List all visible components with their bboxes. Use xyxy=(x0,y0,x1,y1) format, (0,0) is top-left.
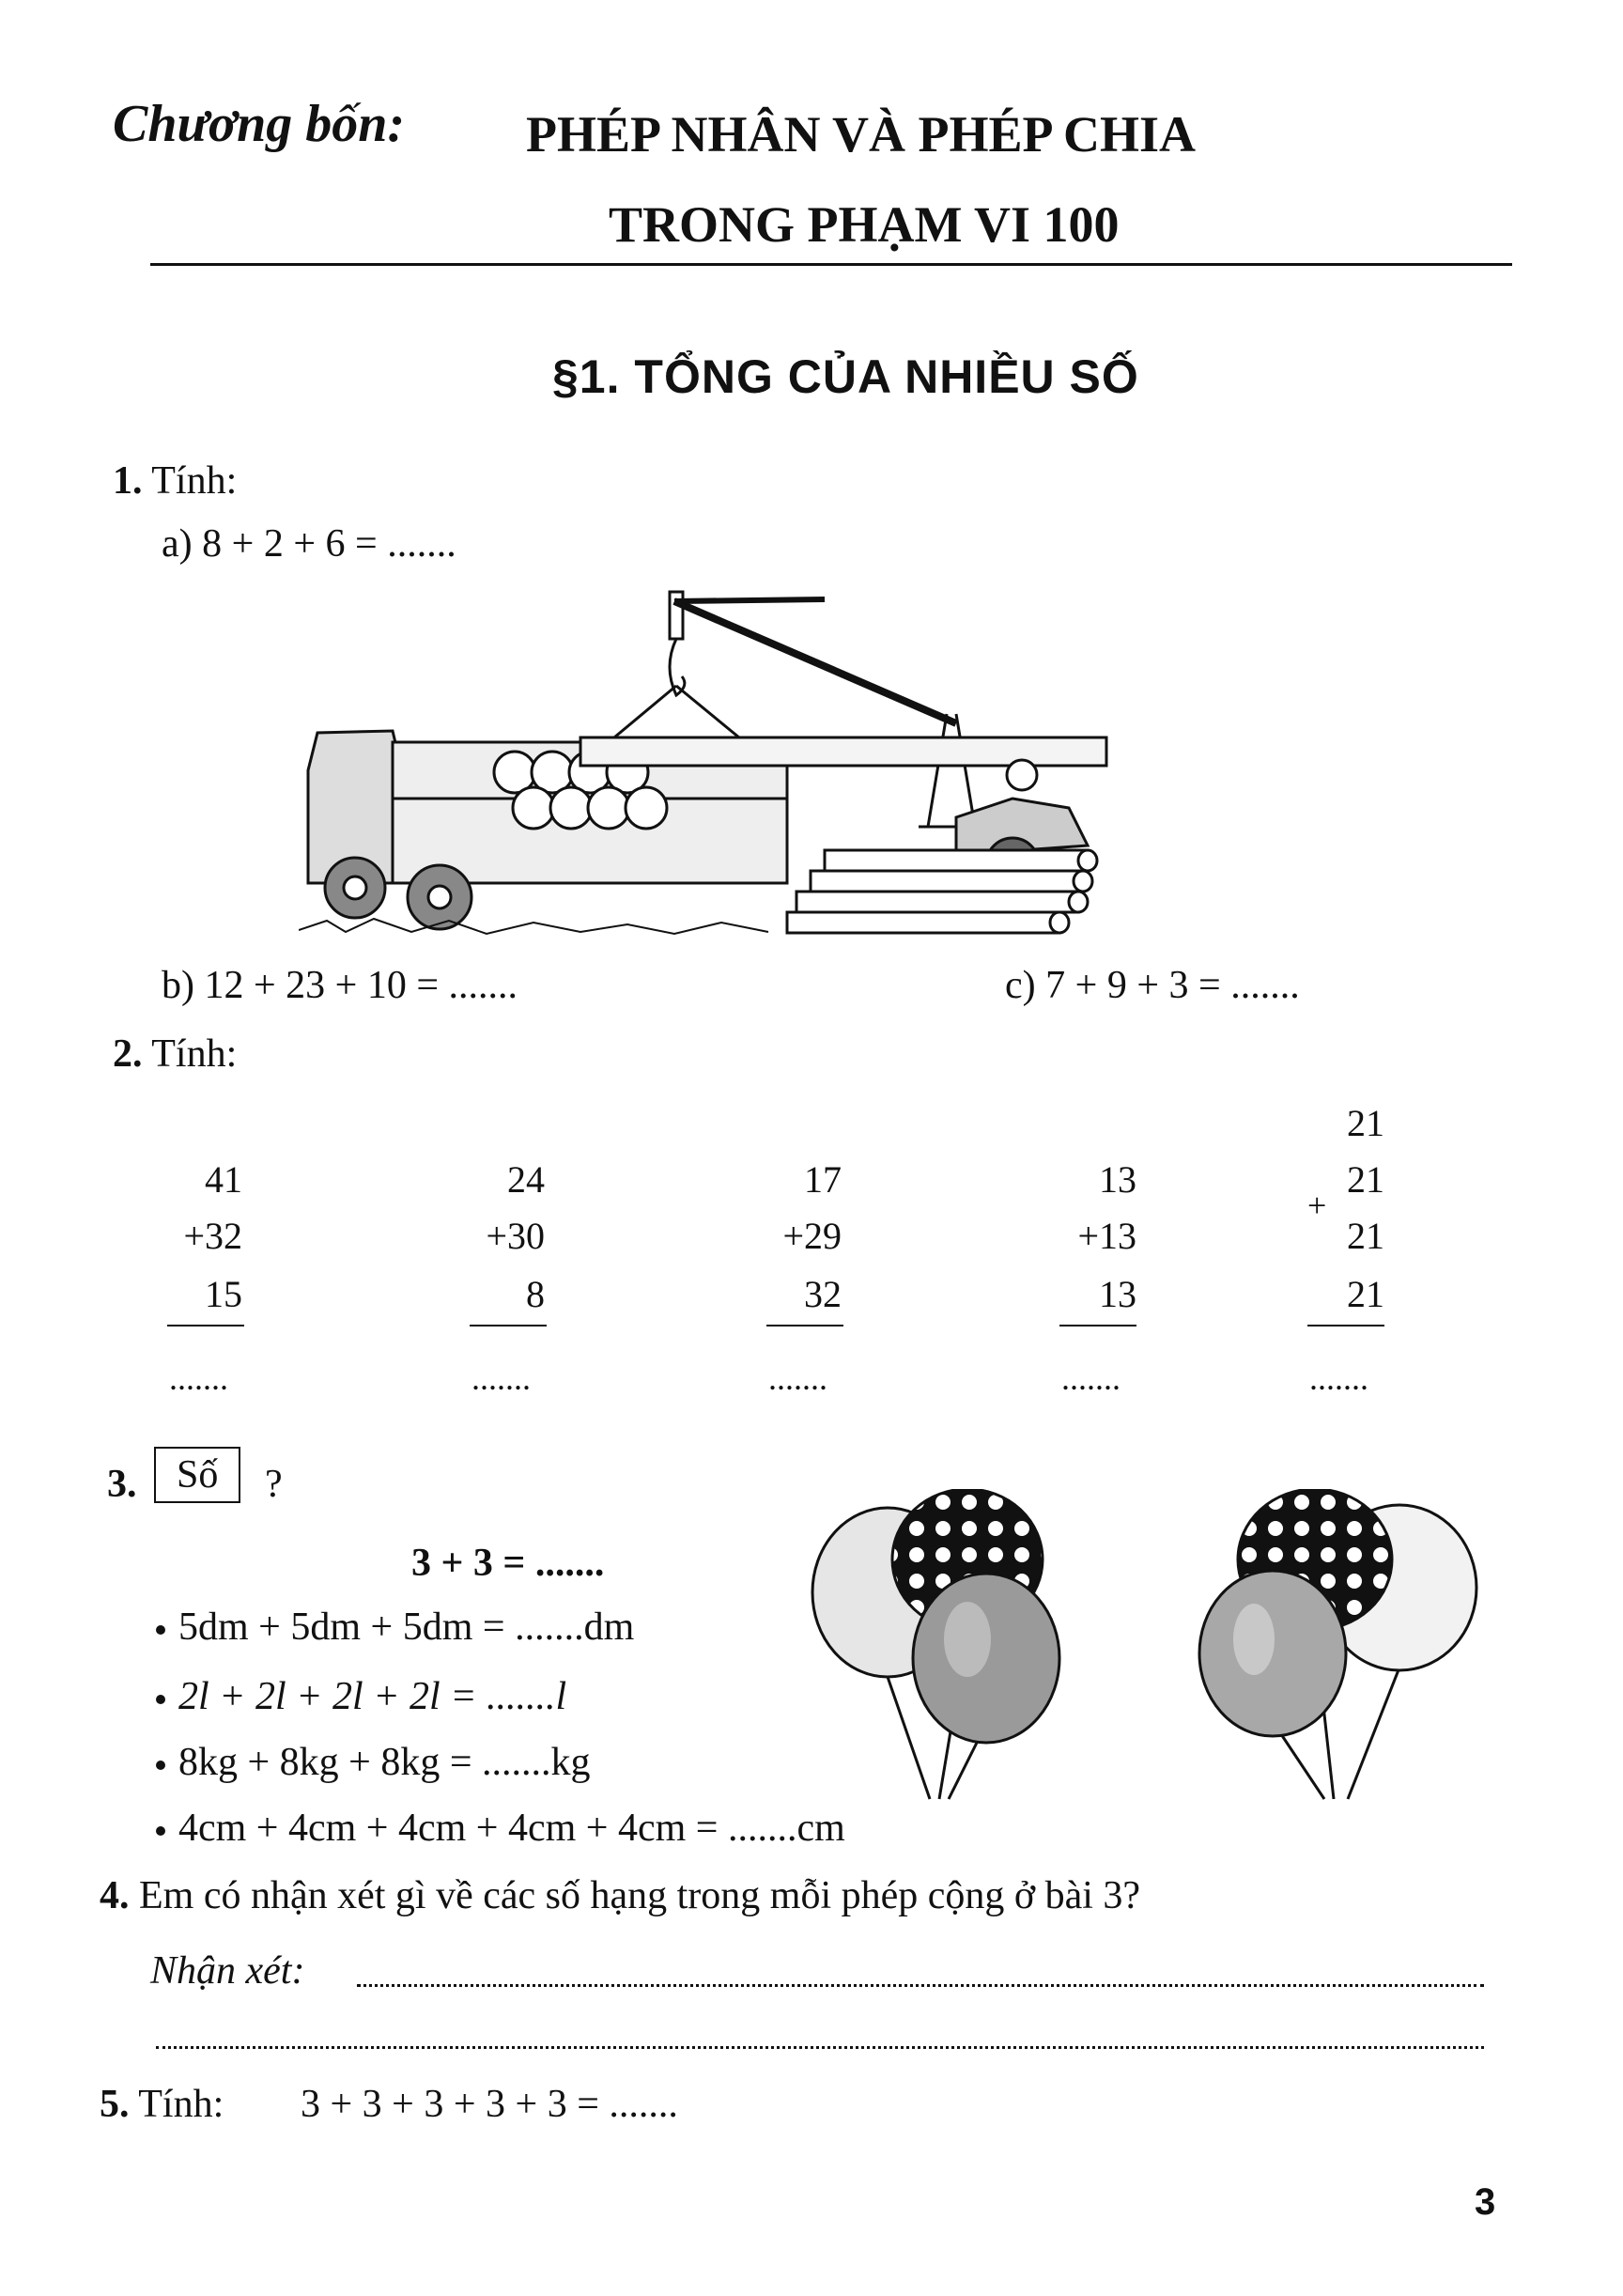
list-item: 2l + 2l + 2l + 2l = .......l xyxy=(156,1674,566,1719)
addend: 32 xyxy=(804,1273,842,1315)
addend: 17 xyxy=(804,1158,842,1201)
question-mark: ? xyxy=(265,1463,283,1506)
exercise-1a: a) 8 + 2 + 6 = ....... xyxy=(162,522,456,566)
answer-blank: ....... xyxy=(471,1359,531,1397)
remark-line-1[interactable] xyxy=(357,1984,1484,1987)
sum-line xyxy=(1307,1325,1384,1326)
exercise-2-heading xyxy=(113,1032,237,1077)
addend: 21 xyxy=(1347,1273,1384,1315)
addend: 13 xyxy=(1099,1273,1136,1315)
answer-blank: ....... xyxy=(1309,1359,1368,1397)
exercise-number: 4. xyxy=(100,1874,130,1917)
addend: 21 xyxy=(1347,1102,1384,1144)
exercise-number: 2. xyxy=(113,1032,143,1076)
addend: 24 xyxy=(507,1158,545,1201)
addend: 21 xyxy=(1347,1215,1384,1257)
sum-line xyxy=(167,1325,244,1326)
exercise-number: 3. xyxy=(107,1463,137,1506)
addend: 41 xyxy=(205,1158,242,1201)
list-item: 4cm + 4cm + 4cm + 4cm + 4cm = .......cm xyxy=(156,1806,845,1851)
addend: +30 xyxy=(486,1215,545,1257)
exercise-label: Tính: xyxy=(151,459,238,503)
addend: 8 xyxy=(526,1273,545,1315)
addend: 15 xyxy=(205,1273,242,1315)
remark-line-2[interactable] xyxy=(156,2046,1484,2049)
example-expression: 3 + 3 = ....... xyxy=(411,1542,605,1585)
answer-box: Số xyxy=(154,1447,240,1503)
exercise-1-heading xyxy=(113,458,237,504)
answer-blank: ....... xyxy=(1061,1359,1121,1397)
bullet-icon xyxy=(156,1826,165,1836)
exercise-5-expression: 3 + 3 + 3 + 3 + 3 = ....... xyxy=(301,2083,678,2126)
sum-line xyxy=(766,1325,843,1326)
addend: 21 xyxy=(1347,1158,1384,1201)
page-number: 3 xyxy=(1475,2181,1496,2223)
plus-sign: + xyxy=(1307,1187,1327,1224)
exercise-number: 5. xyxy=(100,2083,130,2126)
exercise-1c: c) 7 + 9 + 3 = ....... xyxy=(1005,964,1300,1007)
sum-line xyxy=(1059,1325,1136,1326)
addend: +13 xyxy=(1077,1215,1136,1257)
bullet-icon xyxy=(156,1625,165,1635)
exercise-4-heading xyxy=(100,1873,1140,1918)
exercise-1b: b) 12 + 23 + 10 = ....... xyxy=(162,964,518,1007)
chapter-title-line2: TRONG PHẠM VI 100 xyxy=(609,196,1120,253)
answer-blank: ....... xyxy=(169,1359,228,1397)
answer-blank: ....... xyxy=(768,1359,827,1397)
exercise-label: Tính: xyxy=(138,2083,224,2126)
list-item: 5dm + 5dm + 5dm = .......dm xyxy=(156,1605,634,1650)
sum-line xyxy=(470,1325,547,1326)
exercise-text: Em có nhận xét gì về các số hạng trong mỗi phép cộng ở bài 3? xyxy=(139,1874,1141,1917)
bullet-icon xyxy=(156,1695,165,1704)
addend: +29 xyxy=(782,1215,842,1257)
balloons-illustration-left xyxy=(798,1489,1099,1808)
exercise-number: 1. xyxy=(113,459,143,503)
section-title: §1. TỔNG CỦA NHIỀU SỐ xyxy=(552,350,1139,403)
truck-crane-logs-illustration xyxy=(299,582,1159,944)
exercise-label: Tính: xyxy=(151,1032,238,1076)
header-rule xyxy=(150,263,1512,266)
balloons-illustration-right xyxy=(1183,1489,1484,1808)
addend: 13 xyxy=(1099,1158,1136,1201)
exercise-5-heading xyxy=(100,2082,224,2127)
remark-label: Nhận xét: xyxy=(150,1949,305,1993)
chapter-title-line1: PHÉP NHÂN VÀ PHÉP CHIA xyxy=(526,106,1197,163)
bullet-icon xyxy=(156,1761,165,1770)
addend: +32 xyxy=(183,1215,242,1257)
chapter-label: Chương bốn: xyxy=(113,95,406,153)
list-item: 8kg + 8kg + 8kg = .......kg xyxy=(156,1740,591,1785)
